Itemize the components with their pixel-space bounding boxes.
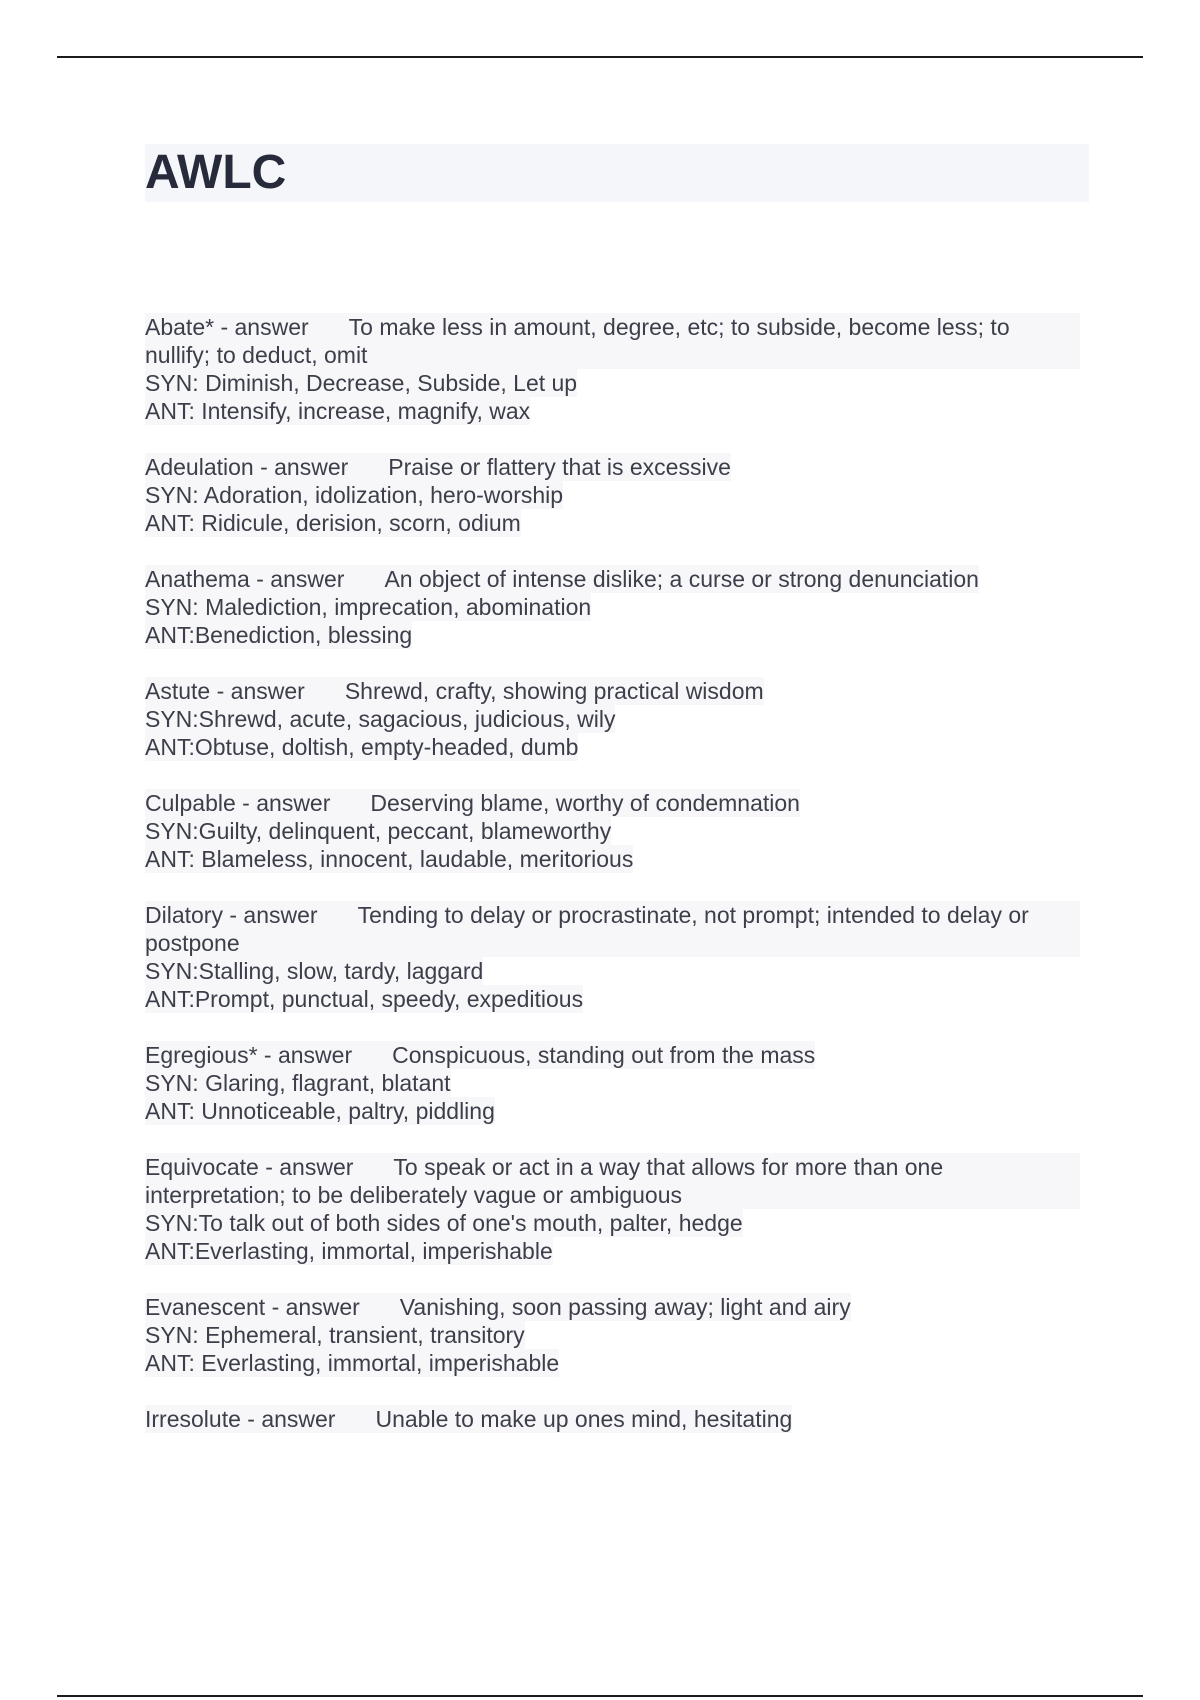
entry-definition-line	[145, 789, 800, 817]
entry-antonyms: ANT:Obtuse, doltish, empty-headed, dumb	[145, 734, 579, 760]
entry-definition-line	[145, 901, 1080, 957]
entry-definition: To speak or act in a way that allows for more than one interpretation; to be deliberately vague or ambiguous	[145, 1154, 944, 1208]
flashcard-entry	[145, 677, 1085, 761]
flashcard-entry	[145, 313, 1085, 425]
entry-term: Egregious*	[145, 1042, 258, 1068]
entry-definition-line	[145, 1293, 851, 1321]
answer-label: - answer	[249, 566, 345, 592]
entry-term: Culpable	[145, 790, 236, 816]
answer-label: - answer	[222, 902, 318, 928]
entry-antonyms: ANT:Benediction, blessing	[145, 622, 413, 648]
entry-definition-line	[145, 453, 731, 481]
entry-definition: Shrewd, crafty, showing practical wisdom	[344, 678, 764, 704]
entry-definition-line	[145, 1405, 792, 1433]
entry-definition: Unable to make up ones mind, hesitating	[375, 1406, 793, 1432]
entry-definition: Praise or flattery that is excessive	[388, 454, 731, 480]
title-band	[145, 144, 1089, 202]
entry-synonyms: SYN: Glaring, flagrant, blatant	[145, 1070, 451, 1096]
entry-term: Irresolute	[145, 1406, 241, 1432]
flashcard-entry	[145, 789, 1085, 873]
entry-term: Anathema	[145, 566, 250, 592]
entry-definition-line	[145, 565, 979, 593]
entry-synonyms: SYN:Guilty, delinquent, peccant, blameworthy	[145, 818, 612, 844]
answer-label: - answer	[253, 454, 349, 480]
answer-label: - answer	[240, 1406, 336, 1432]
entry-definition-line	[145, 1153, 1080, 1209]
entry-antonyms: ANT:Everlasting, immortal, imperishable	[145, 1238, 553, 1264]
answer-label: - answer	[258, 1154, 354, 1180]
entry-synonyms: SYN: Adoration, idolization, hero-worship	[145, 482, 564, 508]
entry-definition: To make less in amount, degree, etc; to subside, become less; to nullify; to deduct, omit	[145, 314, 1010, 368]
entry-term: Evanescent	[145, 1294, 266, 1320]
entry-antonyms: ANT: Intensify, increase, magnify, wax	[145, 398, 531, 424]
entry-synonyms: SYN: Ephemeral, transient, transitory	[145, 1322, 525, 1348]
answer-label: - answer	[235, 790, 331, 816]
entry-definition: An object of intense dislike; a curse or strong denunciation	[384, 566, 979, 592]
entry-definition: Tending to delay or procrastinate, not prompt; intended to delay or postpone	[145, 902, 1029, 956]
flashcard-list	[145, 313, 1085, 1461]
bottom-rule	[57, 1695, 1143, 1697]
flashcard-entry	[145, 453, 1085, 537]
entry-synonyms: SYN:Stalling, slow, tardy, laggard	[145, 958, 484, 984]
entry-antonyms: ANT: Blameless, innocent, laudable, meritorious	[145, 846, 634, 872]
flashcard-entry	[145, 1041, 1085, 1125]
flashcard-entry	[145, 1153, 1085, 1265]
entry-definition-line	[145, 1041, 815, 1069]
flashcard-entry	[145, 1293, 1085, 1377]
entry-antonyms: ANT: Everlasting, immortal, imperishable	[145, 1350, 560, 1376]
answer-label: - answer	[214, 314, 309, 340]
entry-term: Abate*	[145, 314, 215, 340]
entry-term: Adeulation	[145, 454, 254, 480]
entry-definition-line	[145, 677, 764, 705]
entry-synonyms: SYN:To talk out of both sides of one's mouth, palter, hedge	[145, 1210, 743, 1236]
flashcard-entry	[145, 565, 1085, 649]
entry-synonyms: SYN:Shrewd, acute, sagacious, judicious, wily	[145, 706, 616, 732]
entry-antonyms: ANT:Prompt, punctual, speedy, expeditious	[145, 986, 584, 1012]
entry-definition: Deserving blame, worthy of condemnation	[370, 790, 800, 816]
entry-antonyms: ANT: Unnoticeable, paltry, piddling	[145, 1098, 495, 1124]
entry-definition: Conspicuous, standing out from the mass	[392, 1042, 816, 1068]
entry-definition-line	[145, 313, 1080, 369]
entry-term: Astute	[145, 678, 211, 704]
answer-label: - answer	[210, 678, 305, 704]
flashcard-entry	[145, 901, 1085, 1013]
answer-label: - answer	[257, 1042, 353, 1068]
flashcard-entry	[145, 1405, 1085, 1433]
entry-definition: Vanishing, soon passing away; light and airy	[399, 1294, 851, 1320]
answer-label: - answer	[265, 1294, 360, 1320]
entry-synonyms: SYN: Malediction, imprecation, abomination	[145, 594, 592, 620]
top-rule	[57, 56, 1143, 58]
document-title: AWLC	[145, 146, 287, 199]
entry-term: Dilatory	[145, 902, 223, 928]
entry-synonyms: SYN: Diminish, Decrease, Subside, Let up	[145, 370, 578, 396]
entry-term: Equivocate	[145, 1154, 259, 1180]
entry-antonyms: ANT: Ridicule, derision, scorn, odium	[145, 510, 521, 536]
